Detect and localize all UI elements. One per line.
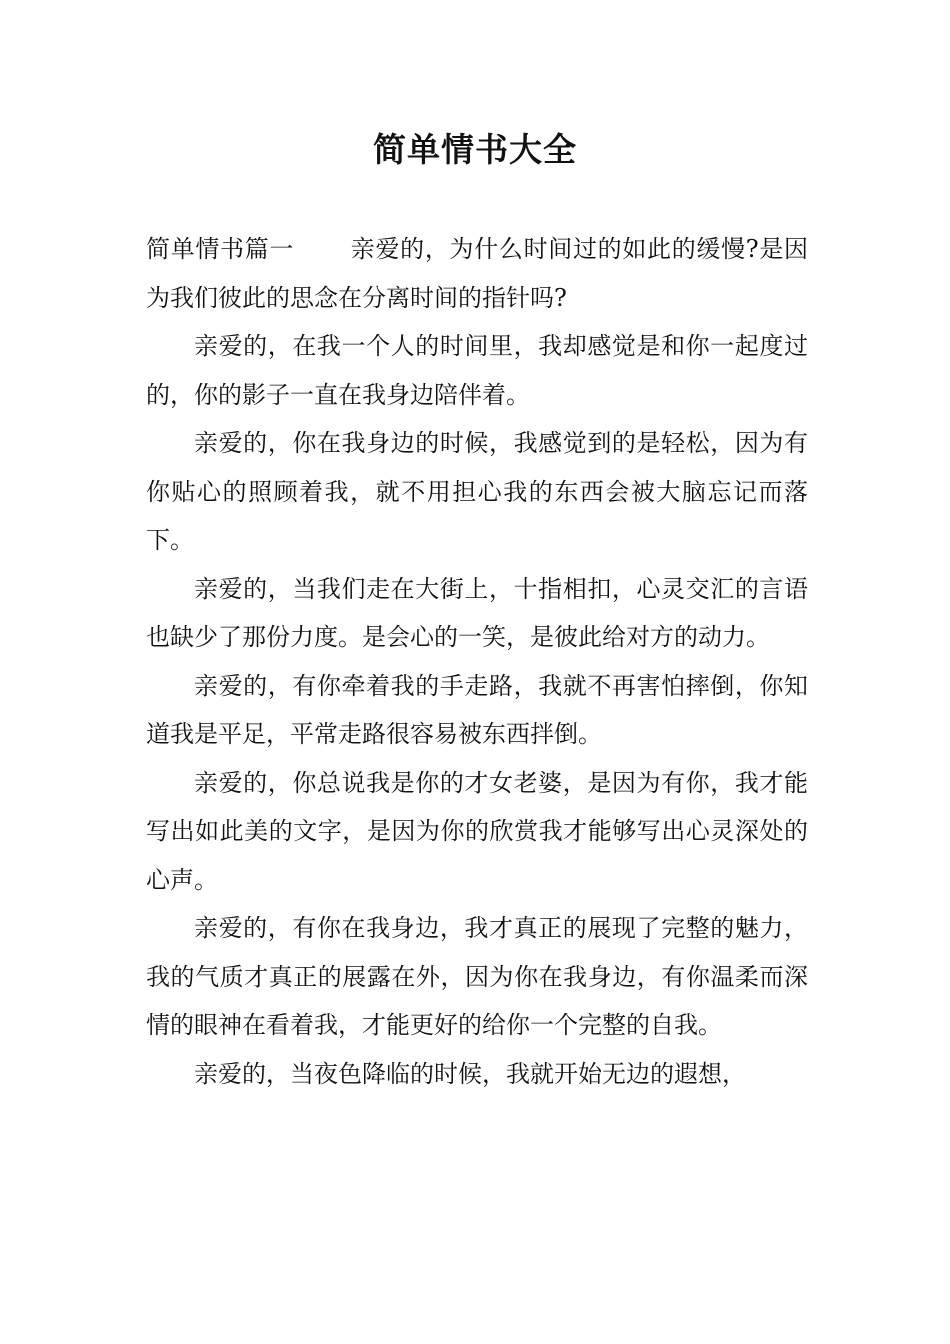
- paragraph-3: 亲爱的，你在我身边的时候，我感觉到的是轻松，因为有你贴心的照顾着我，就不用担心我的东西会被大脑忘记而落下。: [146, 429, 808, 554]
- paragraph-7: 亲爱的，有你在我身边，我才真正的展现了完整的魅力，我的气质才真正的展露在外，因为你在我身边，有你温柔而深情的眼神在看着我，才能更好的给你一个完整的自我。: [146, 914, 808, 1039]
- paragraph-8: 亲爱的，当夜色降临的时候，我就开始无边的遐想，: [194, 1059, 746, 1088]
- paragraph-1-text: 亲爱的，为什么时间过的如此的缓慢?是因为我们彼此的思念在分离时间的指针吗?: [146, 235, 809, 312]
- paragraph-1: [146, 225, 808, 322]
- document-title: 简单情书大全: [373, 130, 577, 169]
- paragraph-6: 亲爱的，你总说我是你的才女老婆，是因为有你，我才能写出如此美的文字，是因为你的欣赏我才能够写出心灵深处的心声。: [146, 768, 808, 894]
- paragraph-5: 亲爱的，有你牵着我的手走路，我就不再害怕摔倒，你知道我是平足，平常走路很容易被东西拌倒。: [146, 671, 808, 748]
- section-heading: 简单情书篇一: [146, 235, 295, 263]
- paragraph-2: 亲爱的，在我一个人的时间里，我却感觉是和你一起度过的，你的影子一直在我身边陪伴着。: [146, 332, 808, 409]
- document-body: [146, 225, 808, 1098]
- paragraph-4: 亲爱的，当我们走在大街上，十指相扣，心灵交汇的言语也缺少了那份力度。是会心的一笑，是彼此给对方的动力。: [146, 574, 808, 651]
